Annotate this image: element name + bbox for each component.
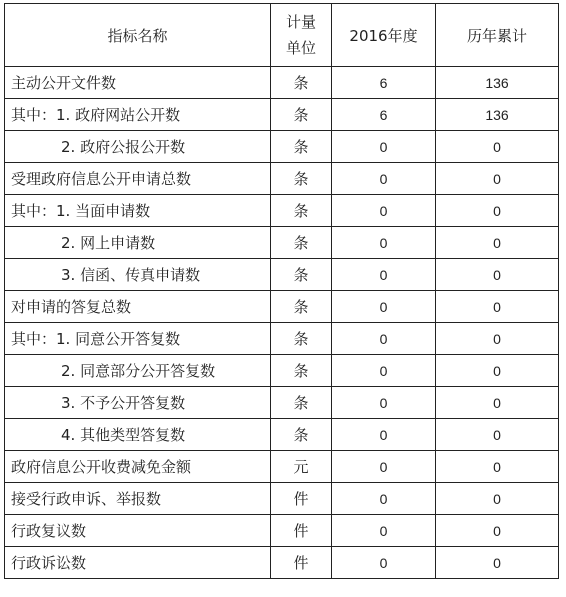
header-unit (271, 4, 332, 67)
row-name: 其中：1. 同意公开答复数 (5, 323, 271, 355)
row-name: 接受行政申诉、举报数 (5, 483, 271, 515)
row-year-value: 6 (332, 99, 436, 131)
row-name: 2. 政府公报公开数 (5, 131, 271, 163)
table-row (5, 483, 559, 515)
table-row (5, 515, 559, 547)
row-name: 行政复议数 (5, 515, 271, 547)
row-total-value: 0 (436, 547, 559, 579)
row-total-value: 0 (436, 515, 559, 547)
row-year-value: 0 (332, 483, 436, 515)
header-year: 2016年度 (332, 4, 436, 67)
row-unit: 条 (271, 163, 332, 195)
header-unit-line1: 计量 (285, 13, 316, 31)
row-unit: 条 (271, 99, 332, 131)
table-row (5, 451, 559, 483)
row-total-value: 0 (436, 291, 559, 323)
row-total-value: 0 (436, 483, 559, 515)
table-row (5, 163, 559, 195)
row-year-value: 0 (332, 387, 436, 419)
row-name: 3. 信函、传真申请数 (5, 259, 271, 291)
row-total-value: 0 (436, 163, 559, 195)
row-total-value: 0 (436, 355, 559, 387)
row-year-value: 0 (332, 259, 436, 291)
row-total-value: 0 (436, 451, 559, 483)
row-name: 受理政府信息公开申请总数 (5, 163, 271, 195)
table-header-row (5, 4, 559, 67)
row-unit: 条 (271, 323, 332, 355)
row-name: 主动公开文件数 (5, 67, 271, 99)
row-unit: 件 (271, 483, 332, 515)
row-name: 2. 同意部分公开答复数 (5, 355, 271, 387)
row-total-value: 0 (436, 195, 559, 227)
table-row (5, 419, 559, 451)
row-unit: 条 (271, 131, 332, 163)
row-total-value: 0 (436, 419, 559, 451)
table-row (5, 259, 559, 291)
table-row (5, 67, 559, 99)
row-total-value: 0 (436, 323, 559, 355)
header-unit-line2: 单位 (285, 39, 316, 57)
row-year-value: 0 (332, 323, 436, 355)
row-total-value: 136 (436, 99, 559, 131)
table-row (5, 291, 559, 323)
row-unit: 件 (271, 515, 332, 547)
row-unit: 条 (271, 419, 332, 451)
row-year-value: 0 (332, 419, 436, 451)
row-name: 其中：1. 当面申请数 (5, 195, 271, 227)
row-year-value: 0 (332, 515, 436, 547)
row-total-value: 0 (436, 387, 559, 419)
row-unit: 条 (271, 67, 332, 99)
table-row (5, 547, 559, 579)
row-name: 其中：1. 政府网站公开数 (5, 99, 271, 131)
row-unit: 条 (271, 387, 332, 419)
row-name: 3. 不予公开答复数 (5, 387, 271, 419)
row-total-value: 0 (436, 131, 559, 163)
table-row (5, 323, 559, 355)
header-indicator-name: 指标名称 (5, 4, 271, 67)
table-row (5, 195, 559, 227)
statistics-table (4, 3, 559, 579)
table-row (5, 227, 559, 259)
row-unit: 条 (271, 227, 332, 259)
row-year-value: 0 (332, 291, 436, 323)
row-name: 4. 其他类型答复数 (5, 419, 271, 451)
table-row (5, 355, 559, 387)
row-year-value: 0 (332, 451, 436, 483)
row-year-value: 0 (332, 195, 436, 227)
table-row (5, 99, 559, 131)
row-total-value: 0 (436, 259, 559, 291)
row-unit: 条 (271, 291, 332, 323)
row-year-value: 6 (332, 67, 436, 99)
row-year-value: 0 (332, 227, 436, 259)
row-unit: 条 (271, 195, 332, 227)
table-row (5, 131, 559, 163)
row-name: 对申请的答复总数 (5, 291, 271, 323)
row-unit: 条 (271, 355, 332, 387)
row-total-value: 136 (436, 67, 559, 99)
header-total: 历年累计 (436, 4, 559, 67)
row-year-value: 0 (332, 547, 436, 579)
row-year-value: 0 (332, 131, 436, 163)
row-year-value: 0 (332, 163, 436, 195)
row-unit: 元 (271, 451, 332, 483)
row-name: 政府信息公开收费减免金额 (5, 451, 271, 483)
row-name: 行政诉讼数 (5, 547, 271, 579)
row-year-value: 0 (332, 355, 436, 387)
row-unit: 条 (271, 259, 332, 291)
row-total-value: 0 (436, 227, 559, 259)
row-unit: 件 (271, 547, 332, 579)
table-row (5, 387, 559, 419)
row-name: 2. 网上申请数 (5, 227, 271, 259)
